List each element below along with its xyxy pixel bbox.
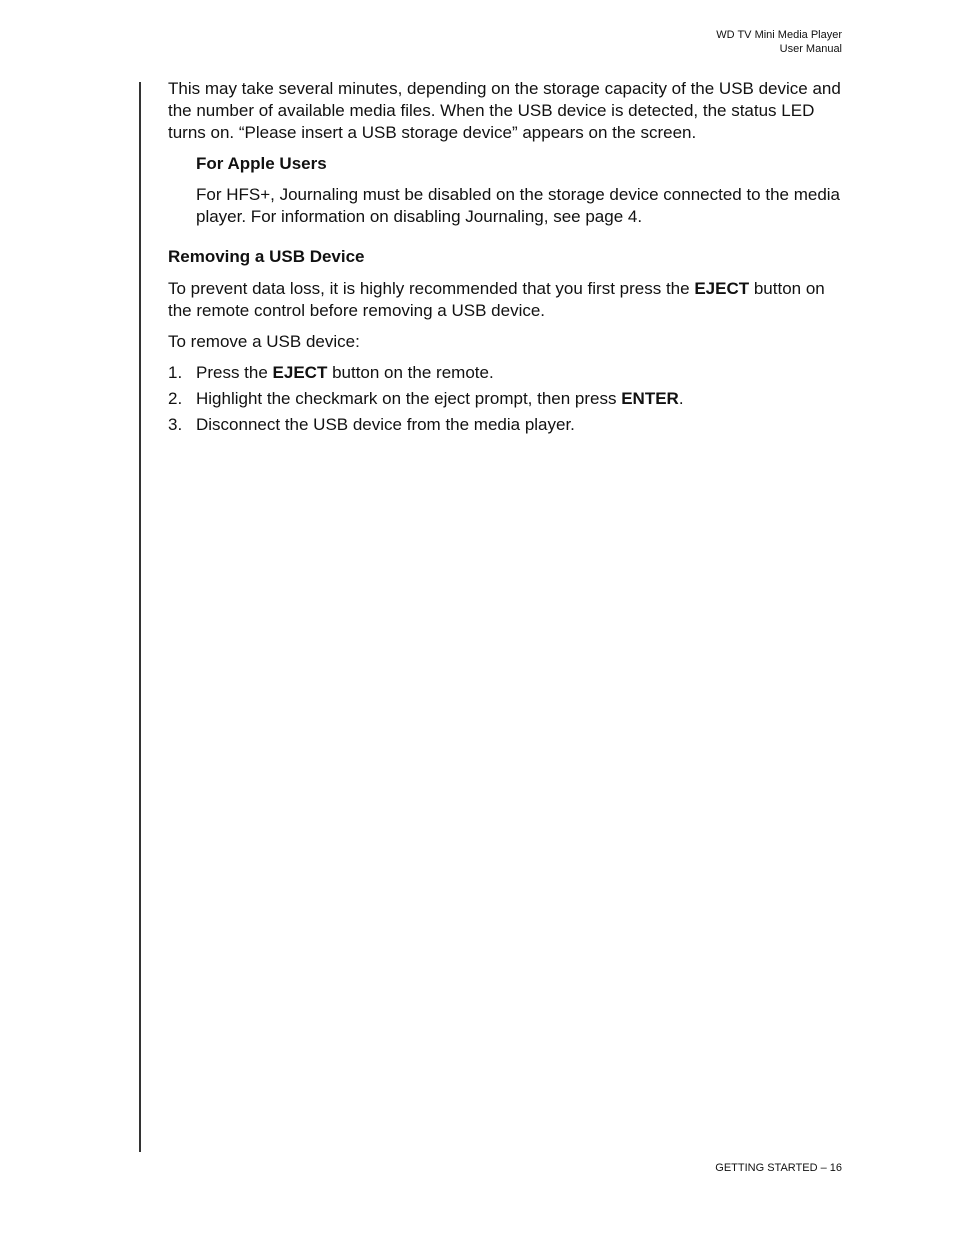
data-loss-text-post: button on the remote control before removing a USB device. [168, 279, 825, 320]
step-number: 3. [168, 415, 183, 434]
intro-paragraph: This may take several minutes, depending on the storage capacity of the USB device and the number of available media files. When the USB device is detected, the status LED turns on. “Please insert a USB storage device” appears on the screen. [168, 79, 841, 142]
remove-steps-list [168, 362, 848, 436]
apple-users-paragraph: For HFS+, Journaling must be disabled on the storage device connected to the media player. For information on disabling Journaling, see page 4. [196, 185, 841, 226]
step-keyword: ENTER [621, 389, 679, 408]
step-number: 1. [168, 363, 183, 382]
list-item [168, 388, 848, 410]
margin-rule [139, 82, 141, 1152]
step-text-pre: Highlight the checkmark on the eject prompt, then press [196, 389, 622, 408]
list-item [168, 362, 848, 384]
step-text-pre: Disconnect the USB device from the media player. [196, 415, 575, 434]
removing-usb-heading: Removing a USB Device [168, 247, 365, 266]
page-content [168, 78, 848, 440]
page-header [716, 28, 842, 56]
page-footer: GETTING STARTED – 16 [715, 1162, 842, 1174]
remove-intro-paragraph: To remove a USB device: [168, 332, 360, 351]
header-subtitle: User Manual [779, 43, 842, 55]
data-loss-paragraph [168, 278, 848, 322]
step-text-post: button on the remote. [327, 363, 494, 382]
step-text-pre: Press the [196, 363, 273, 382]
header-title: WD TV Mini Media Player [716, 29, 842, 41]
list-item [168, 414, 848, 436]
eject-keyword: EJECT [694, 279, 750, 298]
step-number: 2. [168, 389, 183, 408]
data-loss-text-pre: To prevent data loss, it is highly recommended that you first press the [168, 279, 695, 298]
apple-users-heading: For Apple Users [196, 154, 327, 173]
step-text-post: . [678, 389, 684, 408]
step-keyword: EJECT [272, 363, 328, 382]
